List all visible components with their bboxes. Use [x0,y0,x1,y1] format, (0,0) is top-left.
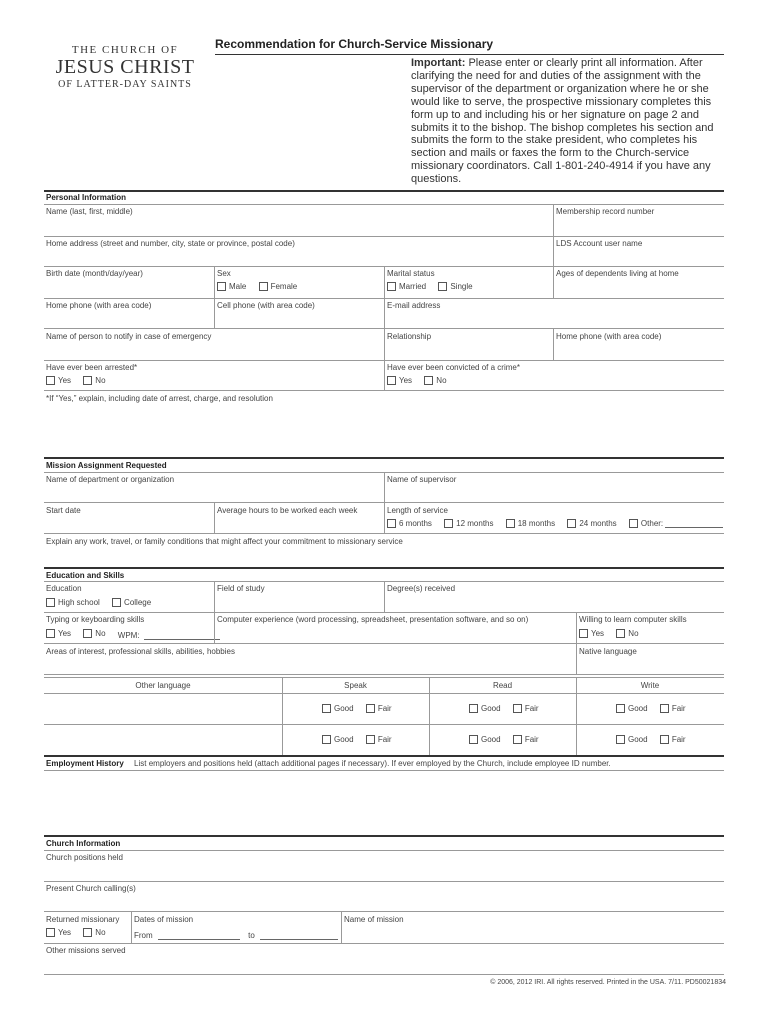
form-title: Recommendation for Church-Service Missionary [215,37,494,51]
section-rule [44,567,724,569]
checkbox[interactable] [366,735,375,744]
checkbox[interactable] [46,928,55,937]
divider [341,911,342,943]
single-option[interactable] [438,282,472,291]
checkbox[interactable] [46,376,55,385]
checkbox[interactable] [83,928,92,937]
willing-no[interactable] [616,629,638,638]
speak-fair[interactable] [366,735,392,744]
length-12-months[interactable] [444,519,493,528]
employment-row [46,759,611,768]
ages-dependents-field[interactable]: Ages of dependents living at home [556,269,679,278]
divider [384,472,385,502]
length-of-service-label: Length of service [387,506,448,515]
checkbox[interactable] [444,519,453,528]
checkbox[interactable] [579,629,588,638]
checkbox[interactable] [660,735,669,744]
checkbox[interactable] [259,282,268,291]
checkbox[interactable] [46,598,55,607]
checkbox[interactable] [322,735,331,744]
good-label: Good [481,735,501,744]
good-label: Good [628,704,648,713]
checkbox[interactable] [567,519,576,528]
personal-heading: Personal Information [46,193,127,202]
row-rule [44,612,724,613]
divider [384,298,385,328]
row-rule [44,881,724,882]
church-positions-field[interactable]: Church positions held [46,853,123,862]
from-label: From [134,931,153,940]
write-good[interactable] [616,735,648,744]
checkbox[interactable] [616,629,625,638]
yes-label: Yes [399,376,413,385]
home-address-field[interactable]: Home address (street and number, city, state or province, postal code) [46,239,295,248]
emergency-contact-field[interactable]: Name of person to notify in case of emergency [46,332,212,341]
checkbox[interactable] [46,629,55,638]
college-label: College [124,598,152,607]
row-rule [44,974,724,975]
church-calling-field[interactable]: Present Church calling(s) [46,884,136,893]
church-heading: Church Information [46,839,121,848]
returned-yes[interactable] [46,928,71,937]
write-good[interactable] [616,704,648,713]
married-label: Married [399,282,427,291]
section-rule [44,835,724,837]
marital-label: Marital status [387,269,435,278]
logo-line-2: JESUS CHRIST [55,56,195,78]
yes-label: Yes [58,376,72,385]
checkbox[interactable] [366,704,375,713]
read-good[interactable] [469,704,501,713]
wpm-label: WPM: [117,631,140,640]
checkbox[interactable] [424,376,433,385]
emergency-phone-field[interactable]: Home phone (with area code) [556,332,662,341]
read-fair[interactable] [513,704,539,713]
male-label: Male [229,282,247,291]
from-date-input[interactable] [158,931,240,940]
returned-options [46,928,116,939]
length-18-months[interactable] [506,519,555,528]
row-rule [44,390,724,391]
read-options-row-2 [469,735,549,746]
lds-account-field[interactable]: LDS Account user name [556,239,643,248]
option-label: 6 months [399,519,432,528]
convicted-no[interactable] [424,376,446,385]
good-label: Good [334,704,354,713]
arrested-yes[interactable] [46,376,71,385]
high-school-label: High school [58,598,100,607]
divider [553,236,554,266]
other-language-header: Other language [135,681,191,690]
no-label: No [628,629,639,638]
no-label: No [436,376,447,385]
checkbox[interactable] [387,282,396,291]
mission-name-field[interactable]: Name of mission [344,915,404,924]
speak-good[interactable] [322,735,354,744]
logo-line-1: THE CHURCH OF [71,44,179,56]
to-label: to [248,931,255,940]
divider [214,612,215,643]
female-label: Female [270,282,298,291]
computer-experience-field[interactable]: Computer experience (word processing, spreadsheet, presentation software, and so on) [217,615,529,624]
divider [553,266,554,298]
divider [384,581,385,612]
sex-options [217,282,307,293]
birth-date-field[interactable]: Birth date (month/day/year) [46,269,143,278]
checkbox[interactable] [322,704,331,713]
employment-heading: Employment History [46,759,124,768]
table-rule [44,724,724,725]
write-options-row-2 [616,735,696,746]
email-field[interactable]: E-mail address [387,301,441,310]
option-label: 18 months [517,519,556,528]
to-date-input[interactable] [260,931,338,940]
yes-label: Yes [58,928,72,937]
table-rule [44,693,724,694]
checkbox[interactable] [616,735,625,744]
row-rule [44,204,724,205]
arrested-label: Have ever been arrested* [46,363,138,372]
typing-yes[interactable] [46,629,71,638]
female-option[interactable] [259,282,298,291]
row-rule [44,943,724,944]
dates-of-mission-label: Dates of mission [134,915,194,924]
yes-label: Yes [591,629,605,638]
checkbox[interactable] [387,376,396,385]
divider [131,911,132,943]
divider [384,266,385,298]
no-label: No [95,928,106,937]
write-options-row-1 [616,704,696,715]
row-rule [44,911,724,912]
option-label: 12 months [456,519,494,528]
good-label: Good [481,704,501,713]
married-option[interactable] [387,282,426,291]
arrest-explanation-field[interactable]: *If “Yes,” explain, including date of arrest, charge, and resolution [46,394,273,403]
row-rule [44,674,724,675]
fair-label: Fair [377,735,392,744]
native-language-field[interactable]: Native language [579,647,637,656]
important-label: Important: [411,57,466,69]
arrested-no[interactable] [83,376,105,385]
typing-label: Typing or keyboarding skills [46,615,145,624]
row-rule [44,850,724,851]
checkbox[interactable] [469,704,478,713]
write-header: Write [640,681,660,690]
yes-label: Yes [58,629,72,638]
no-label: No [95,629,106,638]
arrested-options [46,376,116,387]
table-rule [44,677,724,678]
checkbox[interactable] [506,519,515,528]
department-field[interactable]: Name of department or organization [46,475,175,484]
fair-label: Fair [671,704,686,713]
checkbox[interactable] [660,704,669,713]
wpm-input[interactable] [144,631,220,640]
relationship-field[interactable]: Relationship [387,332,432,341]
speak-good[interactable] [322,704,354,713]
employment-instructions[interactable]: List employers and positions held (attach additional pages if necessary). If ever employed by the Church, include employee ID number. [134,759,611,768]
checkbox[interactable] [112,598,121,607]
divider [384,328,385,360]
dates-inputs [134,931,338,940]
fair-label: Fair [524,704,539,713]
row-rule [44,643,724,644]
divider [214,266,215,298]
good-label: Good [334,735,354,744]
returned-no[interactable] [83,928,105,937]
willing-label: Willing to learn computer skills [579,615,687,624]
good-label: Good [628,735,648,744]
row-rule [44,533,724,534]
male-option[interactable] [217,282,246,291]
speak-options-row-2 [322,735,402,746]
sex-label: Sex [217,269,231,278]
field-of-study-field[interactable]: Field of study [217,584,265,593]
single-label: Single [450,282,473,291]
divider [553,328,554,360]
checkbox[interactable] [629,519,638,528]
cell-phone-field[interactable]: Cell phone (with area code) [217,301,315,310]
checkbox[interactable] [469,735,478,744]
college-option[interactable] [112,598,151,607]
read-good[interactable] [469,735,501,744]
membership-number-field[interactable]: Membership record number [556,207,655,216]
willing-options [579,629,649,640]
no-label: No [95,376,106,385]
interests-field[interactable]: Areas of interest, professional skills, abilities, hobbies [46,647,235,656]
divider [214,298,215,328]
divider [384,502,385,533]
read-header: Read [492,681,513,690]
checkbox[interactable] [217,282,226,291]
section-rule [44,755,724,757]
education-label: Education [46,584,82,593]
mission-heading: Mission Assignment Requested [46,461,167,470]
church-logo [40,44,210,90]
read-options-row-1 [469,704,549,715]
convicted-label: Have ever been convicted of a crime* [387,363,520,372]
row-rule [44,236,724,237]
fair-label: Fair [377,704,392,713]
title-rule [215,54,724,55]
checkbox[interactable] [438,282,447,291]
avg-hours-field[interactable]: Average hours to be worked each week [217,506,358,515]
convicted-yes[interactable] [387,376,412,385]
logo-line-3: OF LATTER-DAY SAINTS [58,79,192,90]
fair-label: Fair [524,735,539,744]
divider [214,502,215,533]
checkbox[interactable] [83,376,92,385]
checkbox[interactable] [83,629,92,638]
marital-options [387,282,483,293]
speak-options-row-1 [322,704,402,715]
copyright-footer: © 2006, 2012 IRI. All rights reserved. Printed in the USA. 7/11. PD50021834 [490,979,726,986]
home-phone-field[interactable]: Home phone (with area code) [46,301,152,310]
convicted-options [387,376,457,387]
checkbox[interactable] [616,704,625,713]
typing-options [46,629,220,640]
other-length-input[interactable] [665,519,723,528]
length-6-months[interactable] [387,519,432,528]
high-school-option[interactable] [46,598,100,607]
write-fair[interactable] [660,735,686,744]
length-options [387,519,723,530]
supervisor-field[interactable]: Name of supervisor [387,475,457,484]
returned-missionary-label: Returned missionary [46,915,120,924]
divider [214,581,215,612]
other-missions-field[interactable]: Other missions served [46,946,126,955]
read-fair[interactable] [513,735,539,744]
fair-label: Fair [671,735,686,744]
divider [384,360,385,390]
name-field[interactable]: Name (last, first, middle) [46,207,133,216]
length-other[interactable] [629,519,723,528]
write-fair[interactable] [660,704,686,713]
instructions [411,57,725,186]
start-date-field[interactable]: Start date [46,506,81,515]
divider [553,204,554,236]
option-label: Other: [640,519,664,528]
willing-yes[interactable] [579,629,604,638]
education-options [46,598,161,609]
typing-no[interactable] [83,629,105,638]
education-heading: Education and Skills [46,571,125,580]
section-rule [44,457,724,459]
checkbox[interactable] [513,735,522,744]
speak-fair[interactable] [366,704,392,713]
speak-header: Speak [344,681,367,690]
length-24-months[interactable] [567,519,616,528]
checkbox[interactable] [387,519,396,528]
option-label: 24 months [579,519,617,528]
checkbox[interactable] [513,704,522,713]
section-rule [44,190,724,192]
commitment-explanation-field[interactable]: Explain any work, travel, or family conditions that might affect your commitment to missionary service [46,537,403,546]
instructions-text: Please enter or clearly print all information. After clarifying the need for and duties of the assignment with the supervisor of the department or organization where he or she would like to serve, the prospective missionary completes this form up to and including his or her signature on page 2 and submits it to the bishop. The bishop completes his section and submits the form to the stake president, who completes his section and mails or faxes the form to the Church-service missionary coordinators. Call 1-801-240-4914 if you have any questions. [411,57,714,186]
degrees-field[interactable]: Degree(s) received [387,584,456,593]
row-rule [44,770,724,771]
